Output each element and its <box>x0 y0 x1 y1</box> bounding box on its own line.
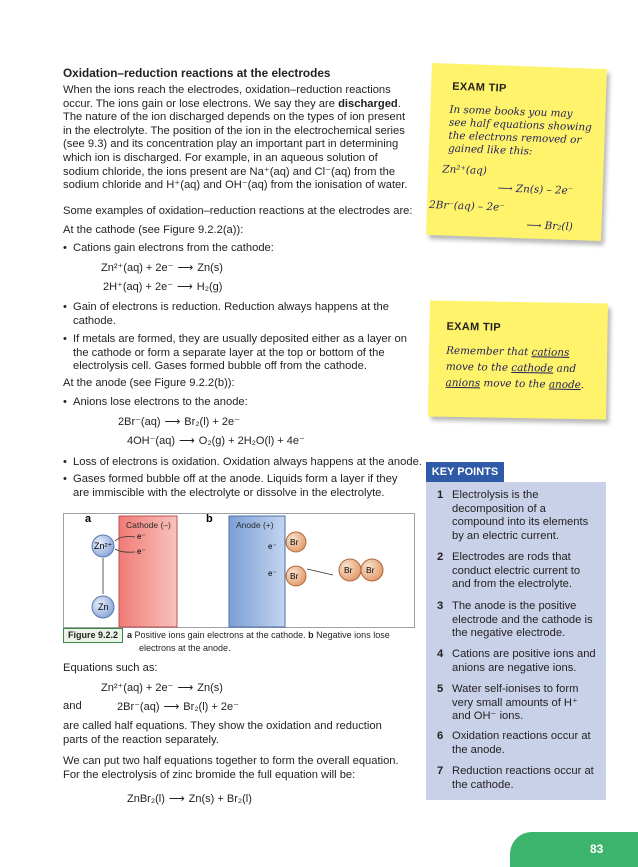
key-points-title: KEY POINTS <box>426 462 504 482</box>
tip-line: In some books you may <box>449 103 573 120</box>
zinc-ion-label: Zn²⁺ <box>94 541 113 551</box>
figure-label-a: a <box>85 513 92 525</box>
bromine-label: Br <box>366 565 375 575</box>
section-heading: Oxidation–reduction reactions at the electrodes <box>63 66 331 80</box>
tip-line: gained like this: <box>447 142 533 158</box>
key-point-item: 7 Reduction reactions occur at the cathode. <box>437 765 594 791</box>
zinc-atom-label: Zn <box>98 602 109 612</box>
exam-tip-title: EXAM TIP <box>452 80 507 95</box>
cathode-electrode <box>119 516 177 627</box>
tip-equation: Zn²⁺(aq) <box>442 163 488 177</box>
intro-line: in the electrolyte. The position of the ion in the electrochemical series <box>63 124 405 137</box>
electron-label: e⁻ <box>137 532 146 541</box>
exam-tip-note <box>428 300 608 419</box>
intro-line: The nature of the ion discharged depends on the types of ion present <box>63 111 406 124</box>
equation: Zn²⁺(aq) + 2e⁻ ⟶ Zn(s) <box>101 682 223 694</box>
key-point-item: 5 Water self-ionises to form very small amounts of H⁺ and OH⁻ ions. <box>437 683 579 723</box>
tip-line: anions move to the anode. <box>445 376 585 392</box>
electrolysis-figure <box>63 509 415 629</box>
electron-label: e⁻ <box>268 542 277 551</box>
bullet-item: • Cations gain electrons from the cathode: <box>63 242 274 254</box>
bullet-item: • Anions lose electrons to the anode: <box>63 396 248 408</box>
bullet-item: • Gain of electrons is reduction. Reduction always happens at the cathode. <box>63 301 389 327</box>
tip-equation: ⟶ Br₂(l) <box>526 219 574 234</box>
tip-line: Remember that cations <box>446 344 570 359</box>
bromine-label: Br <box>344 565 353 575</box>
tip-line: see half equations showing <box>448 116 593 134</box>
key-point-item: 4 Cations are positive ions and anions are negative ions. <box>437 648 596 674</box>
figure-label-b: b <box>206 513 213 525</box>
bullet-item: • If metals are formed, they are usually deposited either as a layer on the cathode or form a separate layer at the top or bottom of the electrolysis cell. Gases formed bubble off from the cathode. <box>63 333 407 373</box>
tip-line: move to the cathode and <box>445 360 577 376</box>
cathode-intro: At the cathode (see Figure 9.2.2(a)): <box>63 224 244 236</box>
intro-line: which ion is discharged. For example, in an aqueous solution of <box>63 151 378 164</box>
bromide-label: Br <box>290 537 299 547</box>
equation: ZnBr₂(l) ⟶ Zn(s) + Br₂(l) <box>127 793 252 805</box>
exam-tip-title: EXAM TIP <box>446 320 502 334</box>
tip-equation: 2Br⁻(aq) – 2e⁻ <box>428 198 505 214</box>
bullet-item: • Loss of electrons is oxidation. Oxidation always happens at the anode. <box>63 456 422 468</box>
cathode-label: Cathode (–) <box>126 520 171 530</box>
intro-line: (see 9.3) and its concentration play an important part in determining <box>63 138 399 151</box>
footer-bar <box>510 832 638 867</box>
tip-line: the electrons removed or <box>448 129 582 147</box>
equation: Zn²⁺(aq) + 2e⁻ ⟶ Zn(s) <box>101 262 223 274</box>
key-point-item: 1 Electrolysis is the decomposition of a compound into its elements by an electric current. <box>437 489 589 542</box>
tip-equation: ⟶ Zn(s) – 2e⁻ <box>497 182 574 198</box>
bullet-item: • Gases formed bubble off at the anode. Liquids form a layer if they are immiscible with the electrolyte or dissolve in the electrolyte. <box>63 473 398 499</box>
half-equation-text: are called half equations. They show the oxidation and reduction parts of the reaction separately. <box>63 720 382 746</box>
equations-such-as: Equations such as: <box>63 662 158 674</box>
page-number: 83 <box>590 842 604 856</box>
key-point-item: 2 Electrodes are rods that conduct electric current to and from the electrolyte. <box>437 551 581 591</box>
anode-label: Anode (+) <box>236 520 274 530</box>
key-point-item: 3 The anode is the positive electrode and the cathode is the negative electrode. <box>437 600 593 640</box>
equation: 2Br⁻(aq) ⟶ Br₂(l) + 2e⁻ <box>118 416 240 428</box>
equation: 2Br⁻(aq) ⟶ Br₂(l) + 2e⁻ <box>117 701 239 713</box>
intro-line: sodium chloride, the ions present are Na⁺(aq) and Cl⁻(aq) from the <box>63 165 396 178</box>
figure-caption: Figure 9.2.2 a Positive ions gain electrons at the cathode. b Negative ions lose electrons at the anode. <box>63 628 415 654</box>
equation: 4OH⁻(aq) ⟶ O₂(g) + 2H₂O(l) + 4e⁻ <box>127 435 305 447</box>
exam-tip-note <box>426 63 607 241</box>
overall-text: We can put two half equations together to form the overall equation. For the electrolysis of zinc bromide the full equation will be: <box>63 755 399 781</box>
and-text: and <box>63 700 82 712</box>
electron-label: e⁻ <box>137 547 146 556</box>
intro-line: sodium chloride and H⁺(aq) and OH⁻(aq) from the ionisation of water. <box>63 179 408 192</box>
intro-paragraph <box>63 84 415 193</box>
figure-number: Figure 9.2.2 <box>63 628 123 643</box>
key-point-item: 6 Oxidation reactions occur at the anode. <box>437 730 591 756</box>
electron-label: e⁻ <box>268 569 277 578</box>
intro-line: When the ions reach the electrodes, oxidation–reduction reactions <box>63 84 391 96</box>
bromide-label: Br <box>290 571 299 581</box>
intro-line: occur. The ions gain or lose electrons. We say they are discharged. <box>63 97 401 110</box>
examples-text: Some examples of oxidation–reduction reactions at the electrodes are: <box>63 205 413 217</box>
anode-intro: At the anode (see Figure 9.2.2(b)): <box>63 377 235 389</box>
reaction-arrow <box>307 569 333 575</box>
equation: 2H⁺(aq) + 2e⁻ ⟶ H₂(g) <box>103 281 223 293</box>
